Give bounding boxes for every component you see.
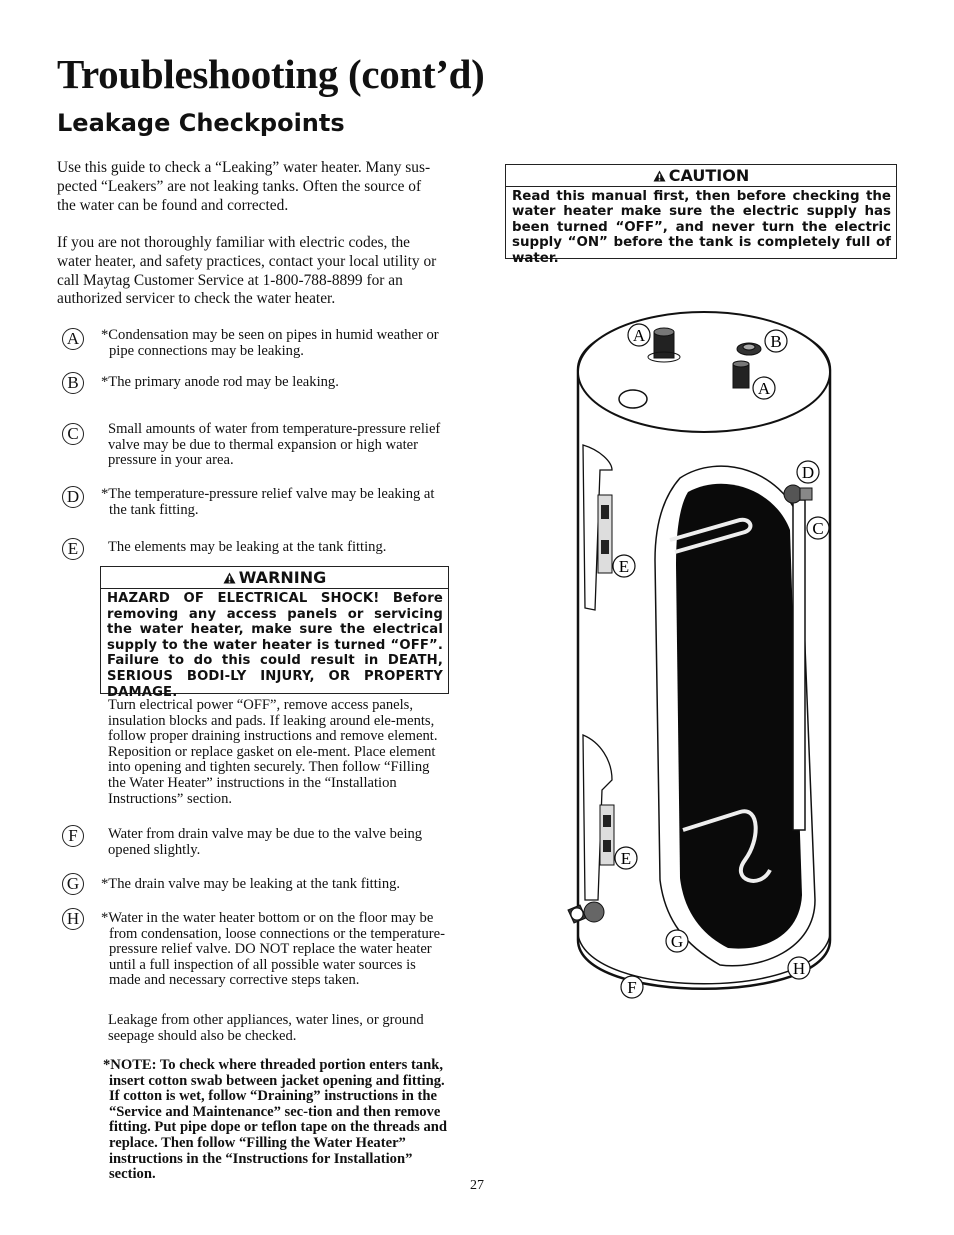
page-title: Troubleshooting (cont’d) xyxy=(57,51,485,97)
warning-body: HAZARD OF ELECTRICAL SHOCK! Before removing any access panels or servicing the water heater, make sure the electrical supply to the water heater is turned “OFF”. Failure to do this could result in DEATH, SERIOUS BODI-LY INJURY, OR PROPERTY DAMAGE. xyxy=(107,591,443,700)
diagram-label-g xyxy=(666,930,688,952)
svg-text:B: B xyxy=(770,332,782,351)
warning-box xyxy=(100,566,449,700)
caution-box xyxy=(505,164,897,266)
checkpoint-text-h: *Water in the water heater bottom or on the floor may be from condensation, loose connections or the temperature-pressure relief valve. DO NOT replace the water heater until a full inspection of all possible water sources is made and necessary corrective steps taken. xyxy=(101,910,445,989)
checkpoint-text-f: Water from drain valve may be due to the valve being opened slightly. xyxy=(108,826,423,858)
diagram-label-f xyxy=(621,976,643,998)
caution-heading-text: CAUTION xyxy=(668,166,750,185)
checkpoint-text-g: *The drain valve may be leaking at the tank fitting. xyxy=(101,876,401,892)
diagram-label-c xyxy=(807,517,829,539)
element-instructions: Turn electrical power “OFF”, remove access panels, insulation blocks and pads. If leaking around ele-ments, follow proper draining instructions and remove element. Reposition or replace gasket on ele-ment. Place element into opening and tighten securely. Then follow “Filling the Water Heater” instructions in the “Installation Instructions” section. xyxy=(108,697,438,807)
svg-text:A: A xyxy=(757,379,771,398)
page-number: 27 xyxy=(470,1178,484,1193)
svg-text:E: E xyxy=(618,557,630,576)
svg-text:E: E xyxy=(620,849,632,868)
checkpoint-marker-e: E xyxy=(62,538,84,560)
checkpoint-marker-c: C xyxy=(62,423,84,445)
svg-text:C: C xyxy=(812,519,824,538)
diagram-label-b xyxy=(765,330,787,352)
intro-paragraph: Use this guide to check a “Leaking” water heater. Many sus-pected “Leakers” are not leaking tanks. Often the source of the water can be found and corrected. xyxy=(57,159,431,214)
checkpoint-text-b: *The primary anode rod may be leaking. xyxy=(101,374,339,390)
water-heater-illustration xyxy=(520,300,840,1020)
diagram-label-h xyxy=(788,957,810,979)
checkpoint-text-d: *The temperature-pressure relief valve may be leaking at the tank fitting. xyxy=(101,486,435,518)
warning-heading-text: WARNING xyxy=(238,568,327,587)
checkpoint-marker-d: D xyxy=(62,486,84,508)
svg-text:D: D xyxy=(801,463,815,482)
checkpoint-marker-g: G xyxy=(62,873,84,895)
checkpoint-text-c: Small amounts of water from temperature-pressure relief valve may be due to thermal expansion or high water pressure in your area. xyxy=(108,421,441,469)
warning-heading xyxy=(101,567,448,589)
svg-text:G: G xyxy=(670,932,684,951)
diagram-label-e-upper xyxy=(613,555,635,577)
checkpoint-marker-h: H xyxy=(62,908,84,930)
diagram-label-a-top xyxy=(628,324,650,346)
svg-text:H: H xyxy=(792,959,806,978)
diagram-label-d xyxy=(797,461,819,483)
section-title: Leakage Checkpoints xyxy=(57,109,345,137)
checkpoint-marker-f: F xyxy=(62,825,84,847)
checkpoint-marker-a: A xyxy=(62,328,84,350)
checkpoint-marker-b: B xyxy=(62,372,84,394)
svg-text:A: A xyxy=(632,326,646,345)
caution-heading xyxy=(506,165,896,187)
checkpoint-text-a: *Condensation may be seen on pipes in humid weather or pipe connections may be leaking. xyxy=(101,327,439,359)
caution-body: Read this manual first, then before checking the water heater make sure the electric supply has been turned “OFF”, and never turn the electric supply “ON” before the tank is completely full of water. xyxy=(512,189,891,266)
diagram-label-e-lower xyxy=(615,847,637,869)
warning-triangle-icon xyxy=(653,170,666,182)
intro-paragraph-contact: If you are not thoroughly familiar with electric codes, the water heater, and safety practices, contact your local utility or call Maytag Customer Service at 1-800-788-8899 for an authorized servicer to check the water heater. xyxy=(57,234,437,308)
warning-triangle-icon xyxy=(223,572,236,584)
other-leakage-text: Leakage from other appliances, water lines, or ground seepage should also be checked. xyxy=(108,1012,424,1044)
diagram-label-a-right xyxy=(753,377,775,399)
svg-text:F: F xyxy=(627,978,637,997)
checkpoint-text-e: The elements may be leaking at the tank fitting. xyxy=(108,539,387,555)
threaded-fitting-note: *NOTE: To check where threaded portion enters tank, insert cotton swab between jacket opening and fitting. If cotton is wet, follow “Draining” instructions in the “Service and Maintenance” sec-tion and then remove fitting. Put pipe dope or teflon tape on the threads and replace. Then follow “Filling the Water Heater” instructions in the “Instructions for Installation” section. xyxy=(103,1057,447,1183)
